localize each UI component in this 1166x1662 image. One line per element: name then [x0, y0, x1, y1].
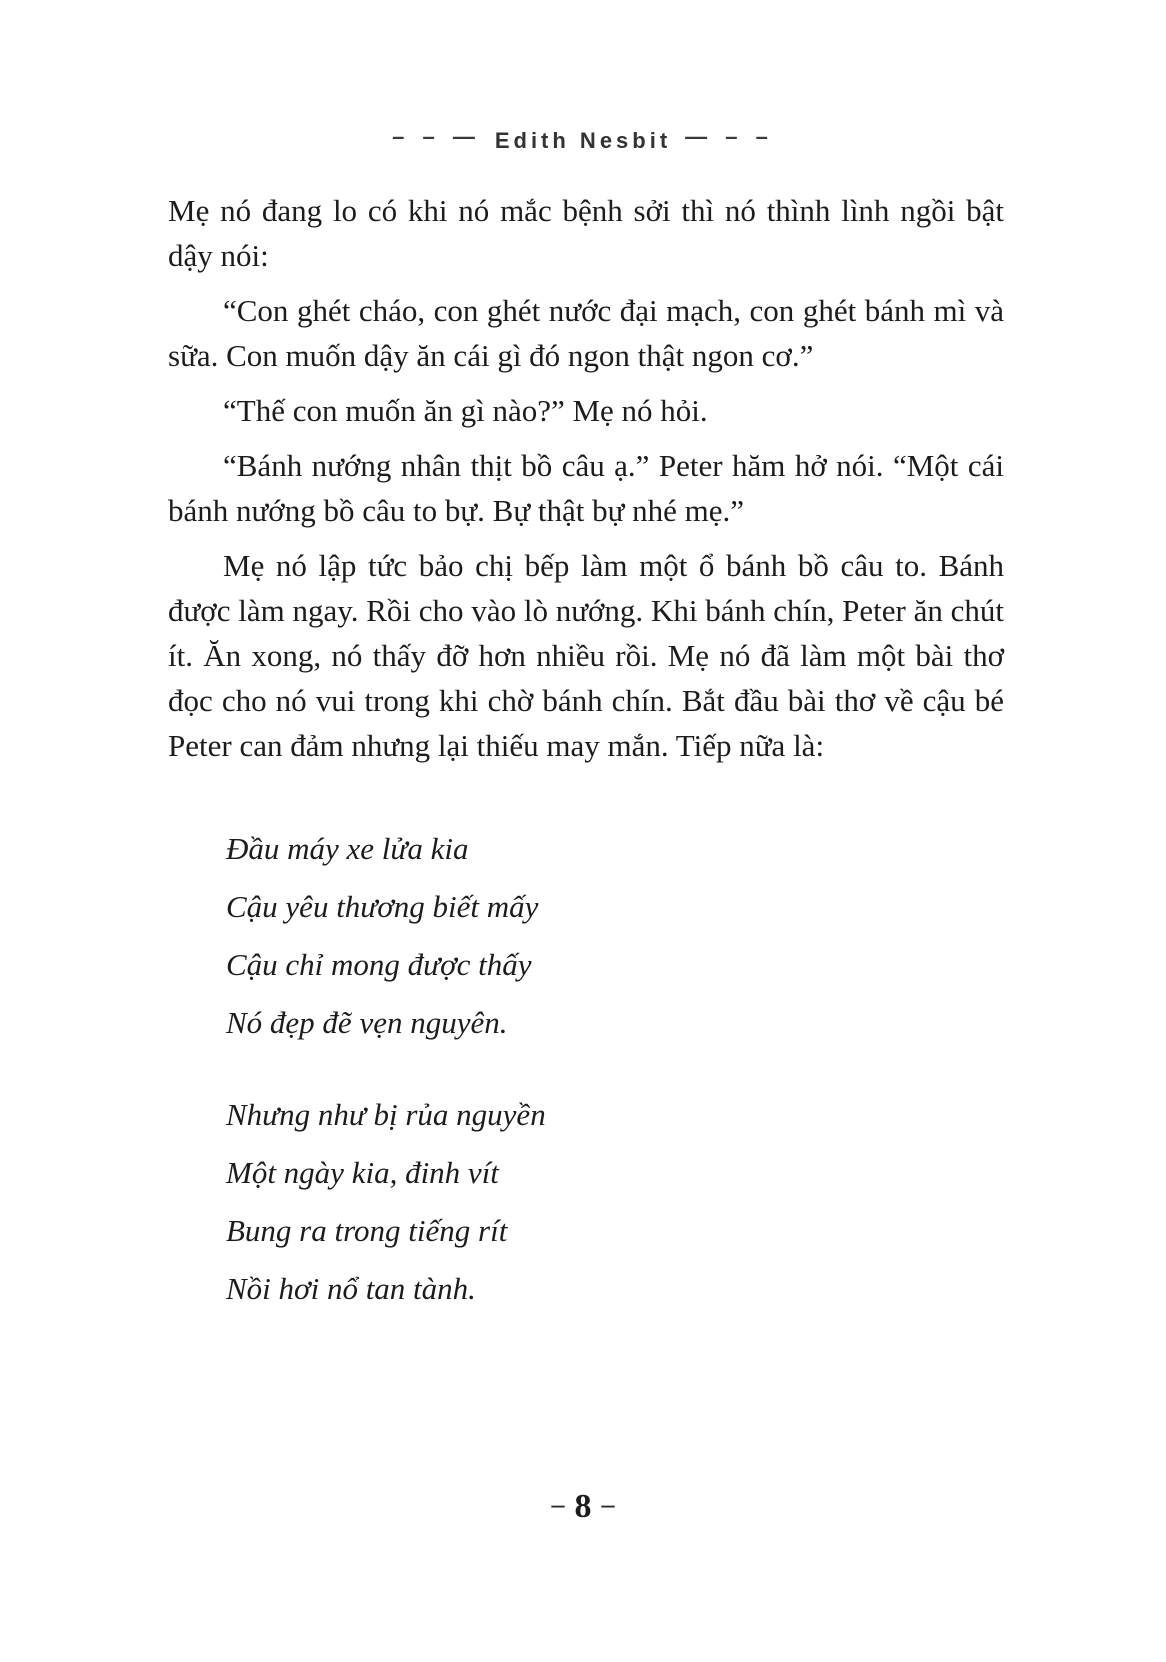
- page-body: [168, 188, 1004, 1352]
- poem-line: Đầu máy xe lửa kia: [226, 831, 469, 866]
- header-ornament-left: – – —: [392, 124, 481, 149]
- poem-stanza: [226, 1086, 1004, 1318]
- paragraph: “Con ghét cháo, con ghét nước đại mạch, con ghét bánh mì và sữa. Con muốn dậy ăn cái gì đó ngon thật ngon cơ.”: [168, 293, 1004, 373]
- folio-ornament-left: –: [551, 1490, 565, 1519]
- folio-ornament-right: –: [601, 1490, 615, 1519]
- poem-stanza: [226, 820, 1004, 1052]
- header-ornament-right: — – –: [685, 124, 774, 149]
- paragraph: Mẹ nó lập tức bảo chị bếp làm một ổ bánh bồ câu to. Bánh được làm ngay. Rồi cho vào lò nướng. Khi bánh chín, Peter ăn chút ít. Ăn xong, nó thấy đỡ hơn nhiều rồi. Mẹ nó đã làm một bài thơ đọc cho nó vui trong khi chờ bánh chín. Bắt đầu bài thơ về cậu bé Peter can đảm nhưng lại thiếu may mắn. Tiếp nữa là:: [168, 548, 1004, 763]
- poem: [226, 820, 1004, 1318]
- paragraph: “Bánh nướng nhân thịt bồ câu ạ.” Peter hăm hở nói. “Một cái bánh nướng bồ câu to bự. Bự thật bự nhé mẹ.”: [168, 448, 1004, 528]
- page-footer: [0, 1488, 1166, 1526]
- poem-line: Cậu yêu thương biết mấy: [226, 889, 539, 924]
- poem-line: Một ngày kia, đinh vít: [226, 1155, 499, 1190]
- author-name: Edith Nesbit: [494, 128, 672, 153]
- poem-line: Cậu chỉ mong được thấy: [226, 947, 532, 982]
- poem-line: Nó đẹp đẽ vẹn nguyên.: [226, 1005, 508, 1040]
- page-number: 8: [574, 1488, 592, 1525]
- paragraph: “Thế con muốn ăn gì nào?” Mẹ nó hỏi.: [223, 393, 708, 428]
- poem-line: Nồi hơi nổ tan tành.: [226, 1271, 476, 1306]
- paragraph: Mẹ nó đang lo có khi nó mắc bệnh sởi thì nó thình lình ngồi bật dậy nói:: [168, 193, 1004, 273]
- poem-line: Bung ra trong tiếng rít: [226, 1213, 508, 1248]
- running-header: [0, 124, 1166, 154]
- poem-line: Nhưng như bị rủa nguyền: [226, 1097, 546, 1132]
